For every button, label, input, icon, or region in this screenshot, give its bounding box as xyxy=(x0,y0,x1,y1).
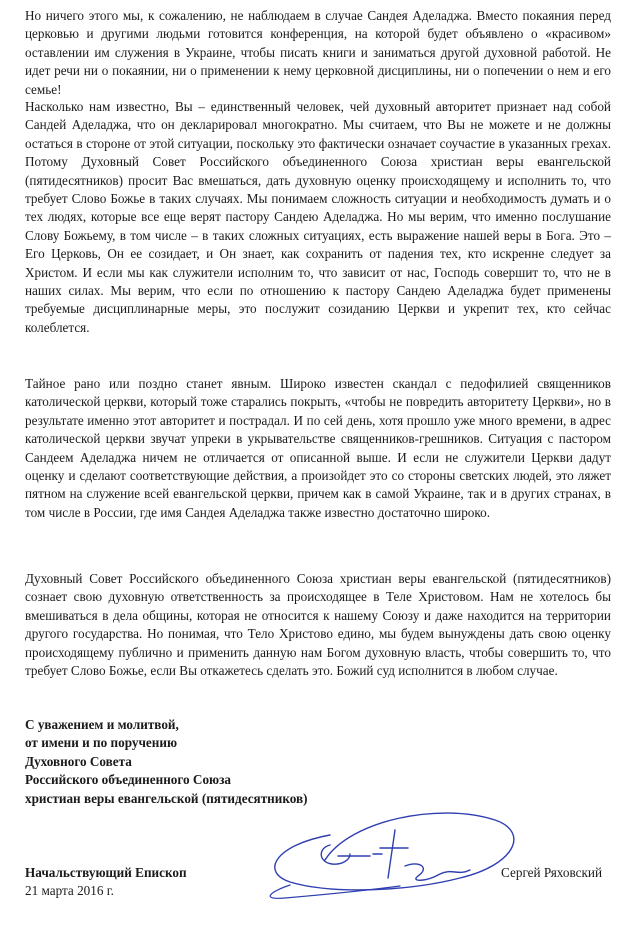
handwritten-signature xyxy=(230,790,530,910)
closing-line-1: С уважением и молитвой, xyxy=(25,717,179,732)
paragraph-1: Но ничего этого мы, к сожалению, не наблюдаем в случае Сандея Аделаджа. Вместо покаяния перед церковью и другими людьми готовится конференция, на которой будет объявлено о «красивом» оставлении им служения в Украине, чтобы писать книги и заниматься другой духовной работой. Не идет речи ни о покаянии, ни о применении к нему церковной дисциплины, ни о попечении о нем и его семье! xyxy=(25,8,611,97)
closing-line-4: Российского объединенного Союза xyxy=(25,772,232,788)
signer-name: Сергей Ряховский xyxy=(501,865,602,880)
closing-line-5: христиан веры евангельской (пятидесятников) xyxy=(25,790,308,806)
paragraph-3: Тайное рано или поздно станет явным. Широко известен скандал с педофилией священников католической церкви, который тоже старались покрыть, «чтобы не повредить авторитету Церкви», но в результате именно этот авторитет и пострадал. И по сей день, хотя прошло уже много времени, в адрес католической церкви звучат упреки в укрывательстве священников-грешников. Ситуация с пастором Сандеем Аделаджа ничем не отличается от описанной выше. И если не служители Церкви дадут оценку и сделают соответствующие действия, а произойдет это со стороны светских людей, это ляжет пятном на служение всей евангельской церкви, причем как в самой Украине, так и в других странах, в том числе в России, где имя Сандея Аделаджа также известно достаточно широко. xyxy=(25,376,611,520)
closing-line-2: от имени и по поручению xyxy=(25,735,178,751)
signer-title: Начальствующий Епископ xyxy=(25,865,187,880)
letter-date: 21 марта 2016 г. xyxy=(25,883,114,898)
paragraph-2: Насколько нам известно, Вы – единственный человек, чей духовный авторитет признает над собой Сандей Аделаджа, что он декларировал многократно. Мы считаем, что Вы не можете и не должны остаться в стороне от этой ситуации, поскольку это фактически означает соучастие в указанных грехах. Потому Духовный Совет Российского объединенного Союза христиан веры евангельской (пятидесятников) просит Вас вмешаться, дать духовную оценку происходящему и исполнить то, что требует Слово Божье в таких случаях. Мы понимаем сложность ситуации и необходимость думать и о тех людях, которые все еще верят пастору Сандею Аделаджа. Но мы верим, что именно послушание Слову Божьему, в том числе – в таких сложных ситуациях, есть выражение нашей веры в Бога. Это – Его Церковь, Он ее созидает, и Он знает, как сохранить от падения тех, кто искренне следует за Христом. И если мы как служители исполним то, что зависит от нас, Господь совершит то, что не в наших силах. Мы верим, что если по отношению к пастору Сандею Аделаджа будет применены требуемые дисциплинарные меры, это послужит созиданию Церкви и укрепит тех, кто сейчас колеблется. xyxy=(25,99,611,335)
closing-line-3: Духовного Совета xyxy=(25,753,132,769)
paragraph-4: Духовный Совет Российского объединенного Союза христиан веры евангельской (пятидесятников) сознает свою духовную ответственность за происходящее в Теле Христовом. Нам не хотелось бы вмешиваться в дела общины, которая не относится к нашему Союзу и даже находится на территории другого государства. Но понимая, что Тело Христово едино, мы будем вынуждены дать свою оценку происходящему публично и применить данную нам Богом духовную власть, чтобы совершить то, что требует Слово Божье, если Вы откажетесь сделать это. Божий суд исполнится в любом случае. xyxy=(25,571,611,679)
